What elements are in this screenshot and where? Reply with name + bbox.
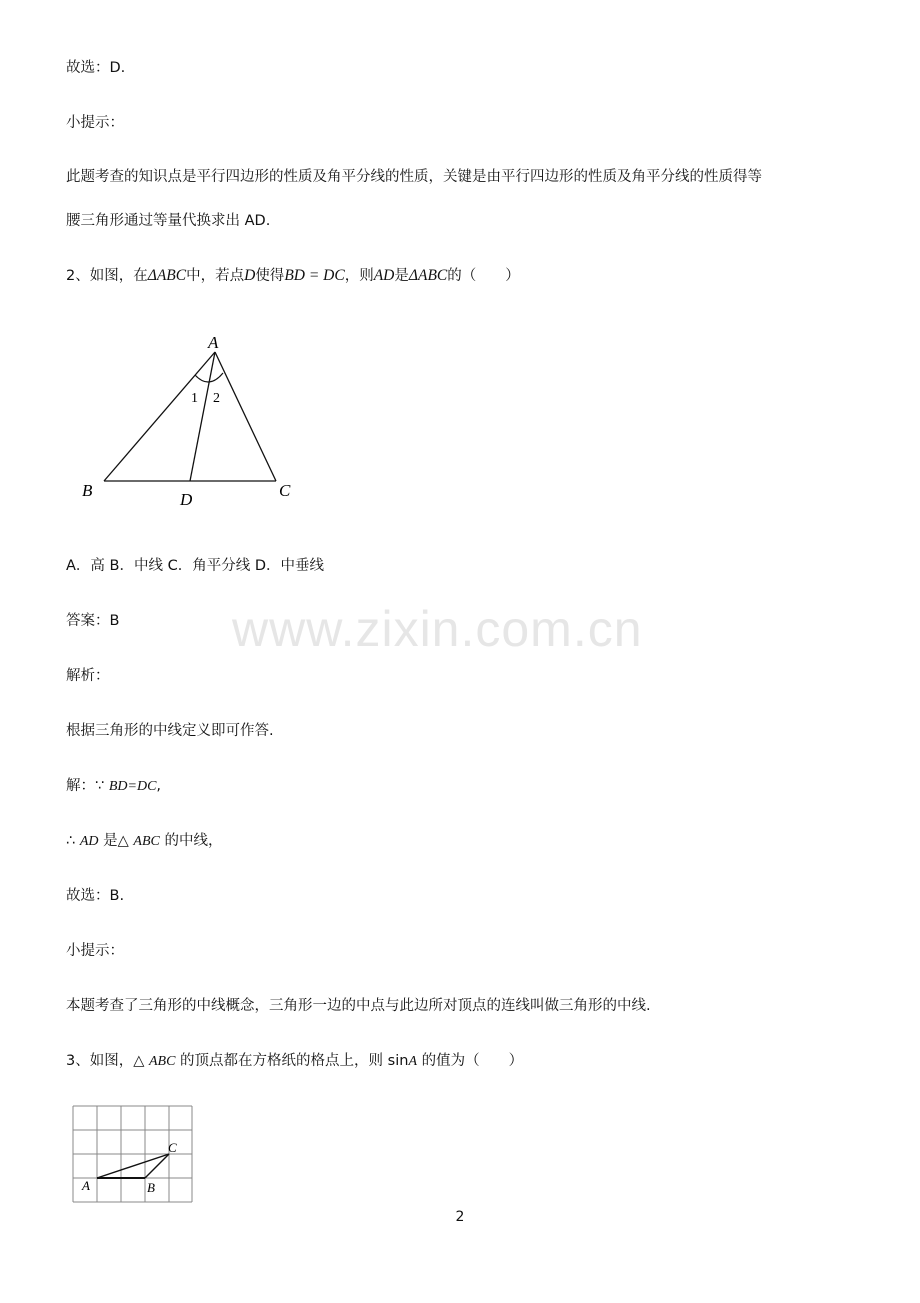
q3-stem-math: ABC xyxy=(149,1054,176,1069)
q2-hint-title: 小提示： xyxy=(66,943,124,959)
angle-label-2: 2 xyxy=(213,391,220,406)
grid-label-a: A xyxy=(82,1178,90,1193)
q2-triangle-figure xyxy=(76,330,306,512)
q2-hint-text: 本题考查了三角形的中线概念，三角形一边的中点与此边所对顶点的连线叫做三角形的中线. xyxy=(66,998,651,1014)
q2-solution-text: , xyxy=(156,778,162,794)
angle-label-1: 1 xyxy=(191,391,198,406)
page-number: 2 xyxy=(455,1209,465,1225)
q2-solution-line xyxy=(66,776,161,797)
vertex-label-d: D xyxy=(180,490,193,509)
q2-stem-math: AD xyxy=(373,267,395,284)
q3-stem-text: 的值为（ ） xyxy=(417,1053,524,1069)
q2-stem-text: ，则 xyxy=(344,268,374,284)
q2-solution-text: 解：∵ xyxy=(66,778,109,794)
vertex-label-b: B xyxy=(82,481,93,500)
q2-options: A．高 B．中线 C．角平分线 D．中垂线 xyxy=(66,558,324,574)
side-ab xyxy=(104,352,215,481)
q2-choose-line: 故选：B. xyxy=(66,888,125,904)
q2-stem-math: BD = DC xyxy=(284,267,345,284)
q2-conclusion-math: ABC xyxy=(133,834,160,849)
q1-hint-line2: 腰三角形通过等量代换求出 AD. xyxy=(66,213,271,229)
q2-conclusion-math: AD xyxy=(79,834,99,849)
q2-stem-math: ΔABC xyxy=(408,267,448,284)
q3-stem-math: A xyxy=(408,1054,418,1069)
q2-stem-text: 中，若点 xyxy=(186,268,245,284)
q2-analysis-text: 根据三角形的中线定义即可作答. xyxy=(66,723,274,739)
q1-hint-line1: 此题考查的知识点是平行四边形的性质及角平分线的性质，关键是由平行四边形的性质及角平分线的性质得等 xyxy=(66,169,762,185)
segment-ac xyxy=(97,1154,169,1178)
q2-solution-math: BD=DC xyxy=(108,779,157,794)
grid-label-b: B xyxy=(147,1180,155,1195)
q2-stem-text: 使得 xyxy=(255,268,285,284)
q2-analysis-title: 解析： xyxy=(66,668,110,684)
q2-stem-text: 的（ ） xyxy=(447,268,520,284)
q2-stem-text: 是 xyxy=(394,268,409,284)
side-ac xyxy=(215,352,276,481)
q3-grid-figure xyxy=(70,1104,196,1206)
q3-stem-text: 的顶点都在方格纸的格点上，则 sin xyxy=(175,1053,409,1069)
grid-label-c: C xyxy=(168,1140,177,1155)
q3-stem-text: 3、如图，△ xyxy=(66,1053,149,1069)
q2-conclusion-text: 是△ xyxy=(98,833,134,849)
q2-conclusion-text: ∴ xyxy=(66,833,80,849)
vertex-label-c: C xyxy=(279,481,291,500)
q2-stem xyxy=(66,266,520,286)
q3-stem xyxy=(66,1051,523,1072)
q1-hint-title: 小提示： xyxy=(66,115,124,131)
median-ad xyxy=(190,352,215,481)
q1-choose-line: 故选：D. xyxy=(66,60,126,76)
watermark: www.zixin.com.cn xyxy=(232,601,643,657)
q2-stem-math: D xyxy=(244,267,256,284)
q2-conclusion-line xyxy=(66,831,222,852)
q2-stem-text: 2、如图，在 xyxy=(66,268,148,284)
q2-answer: 答案：B xyxy=(66,613,120,629)
vertex-label-a: A xyxy=(208,333,219,352)
q2-conclusion-text: 的中线， xyxy=(159,833,223,849)
q2-stem-math: ΔABC xyxy=(147,267,187,284)
